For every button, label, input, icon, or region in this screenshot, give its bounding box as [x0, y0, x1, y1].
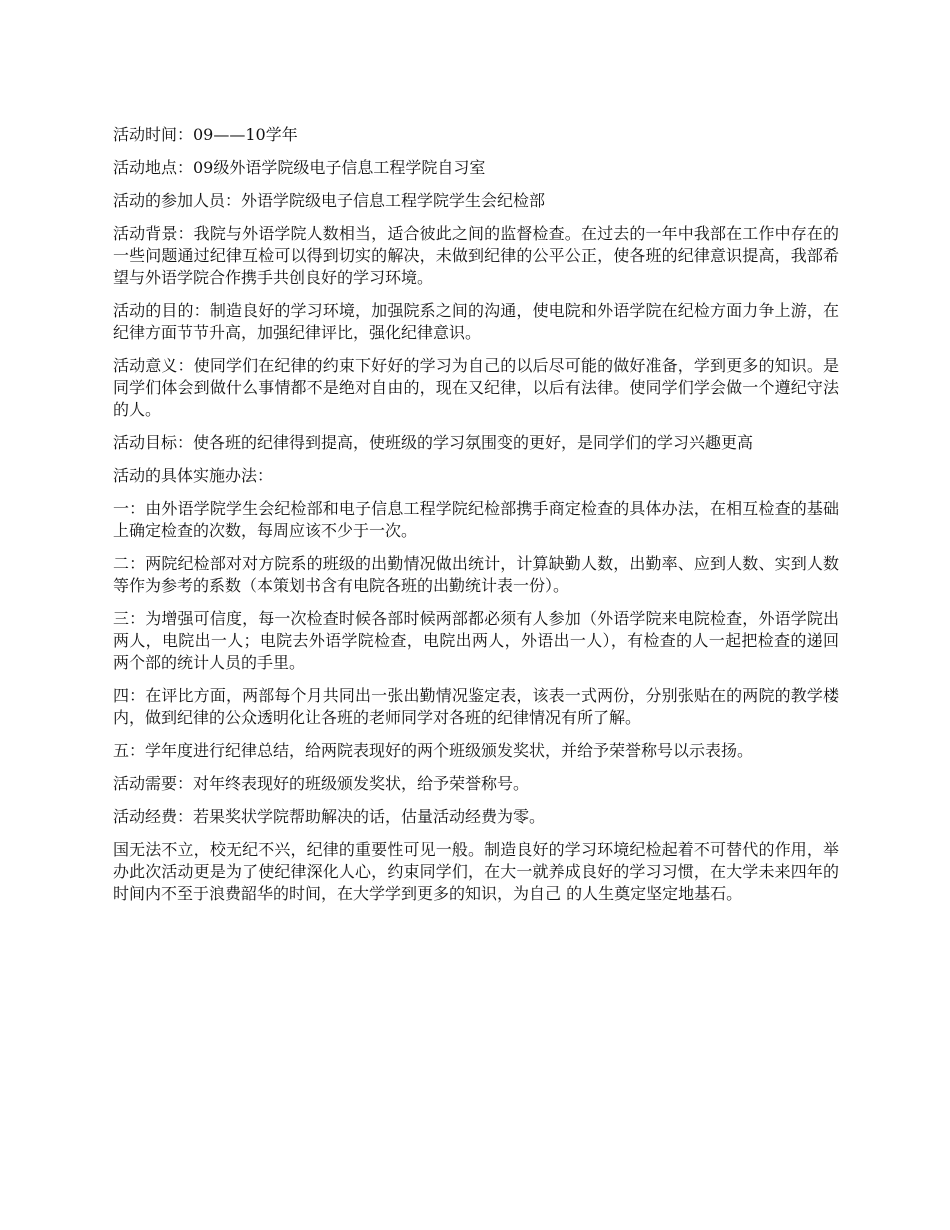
implementation-step-5: 五：学年度进行纪律总结，给两院表现好的两个班级颁发奖状，并给予荣誉称号以示表扬。	[113, 741, 754, 760]
activity-budget: 活动经费：若果奖状学院帮助解决的话，估量活动经费为零。	[113, 807, 546, 826]
implementation-heading: 活动的具体实施办法：	[113, 466, 274, 485]
activity-location: 活动地点：09级外语学院级电子信息工程学院自习室	[113, 158, 486, 177]
implementation-step-4: 四：在评比方面，两部每个月共同出一张出勤情况鉴定表，该表一式两份，分别张贴在的两院的教学楼内，做到纪律的公众透明化让各班的老师同学对各班的纪律情况有所了解。	[113, 686, 839, 727]
activity-time: 活动时间：09——10学年	[113, 125, 298, 144]
activity-participants: 活动的参加人员：外语学院级电子信息工程学院学生会纪检部	[113, 191, 546, 210]
closing-paragraph: 国无法不立，校无纪不兴，纪律的重要性可见一般。制造良好的学习环境纪检起着不可替代的作用，举办此次活动更是为了使纪律深化人心，约束同学们，在大一就养成良好的学习习惯，在大学未来四年的时间内不至于浪费韶华的时间，在大学学到更多的知识，为自己 的人生奠定坚定地基石。	[113, 840, 839, 903]
implementation-step-3: 三：为增强可信度，每一次检查时候各部时候两部都必须有人参加（外语学院来电院检查，外语学院出两人，电院出一人；电院去外语学院检查，电院出两人，外语出一人），有检查的人一起把检查的递回两个部的统计人员的手里。	[113, 609, 839, 672]
document-page	[113, 124, 839, 916]
activity-goal: 活动目标：使各班的纪律得到提高，使班级的学习氛围变的更好，是同学们的学习兴趣更高	[113, 433, 754, 452]
activity-needs: 活动需要：对年终表现好的班级颁发奖状，给予荣誉称号。	[113, 774, 530, 793]
implementation-step-2: 二：两院纪检部对对方院系的班级的出勤情况做出统计，计算缺勤人数，出勤率、应到人数、实到人数等作为参考的系数（本策划书含有电院各班的出勤统计表一份）。	[113, 554, 839, 595]
activity-background: 活动背景：我院与外语学院人数相当，适合彼此之间的监督检查。在过去的一年中我部在工作中存在的一些问题通过纪律互检可以得到切实的解决，未做到纪律的公平公正，使各班的纪律意识提高，我部希望与外语学院合作携手共创良好的学习环境。	[113, 224, 839, 287]
activity-purpose: 活动的目的：制造良好的学习环境，加强院系之间的沟通，使电院和外语学院在纪检方面力争上游，在纪律方面节节升高，加强纪律评比，强化纪律意识。	[113, 301, 839, 342]
activity-significance: 活动意义：使同学们在纪律的约束下好好的学习为自己的以后尽可能的做好准备，学到更多的知识。是同学们体会到做什么事情都不是绝对自由的，现在又纪律，以后有法律。使同学们学会做一个遵纪守法的人。	[113, 356, 839, 419]
implementation-step-1: 一：由外语学院学生会纪检部和电子信息工程学院纪检部携手商定检查的具体办法，在相互检查的基础上确定检查的次数，每周应该不少于一次。	[113, 499, 839, 540]
